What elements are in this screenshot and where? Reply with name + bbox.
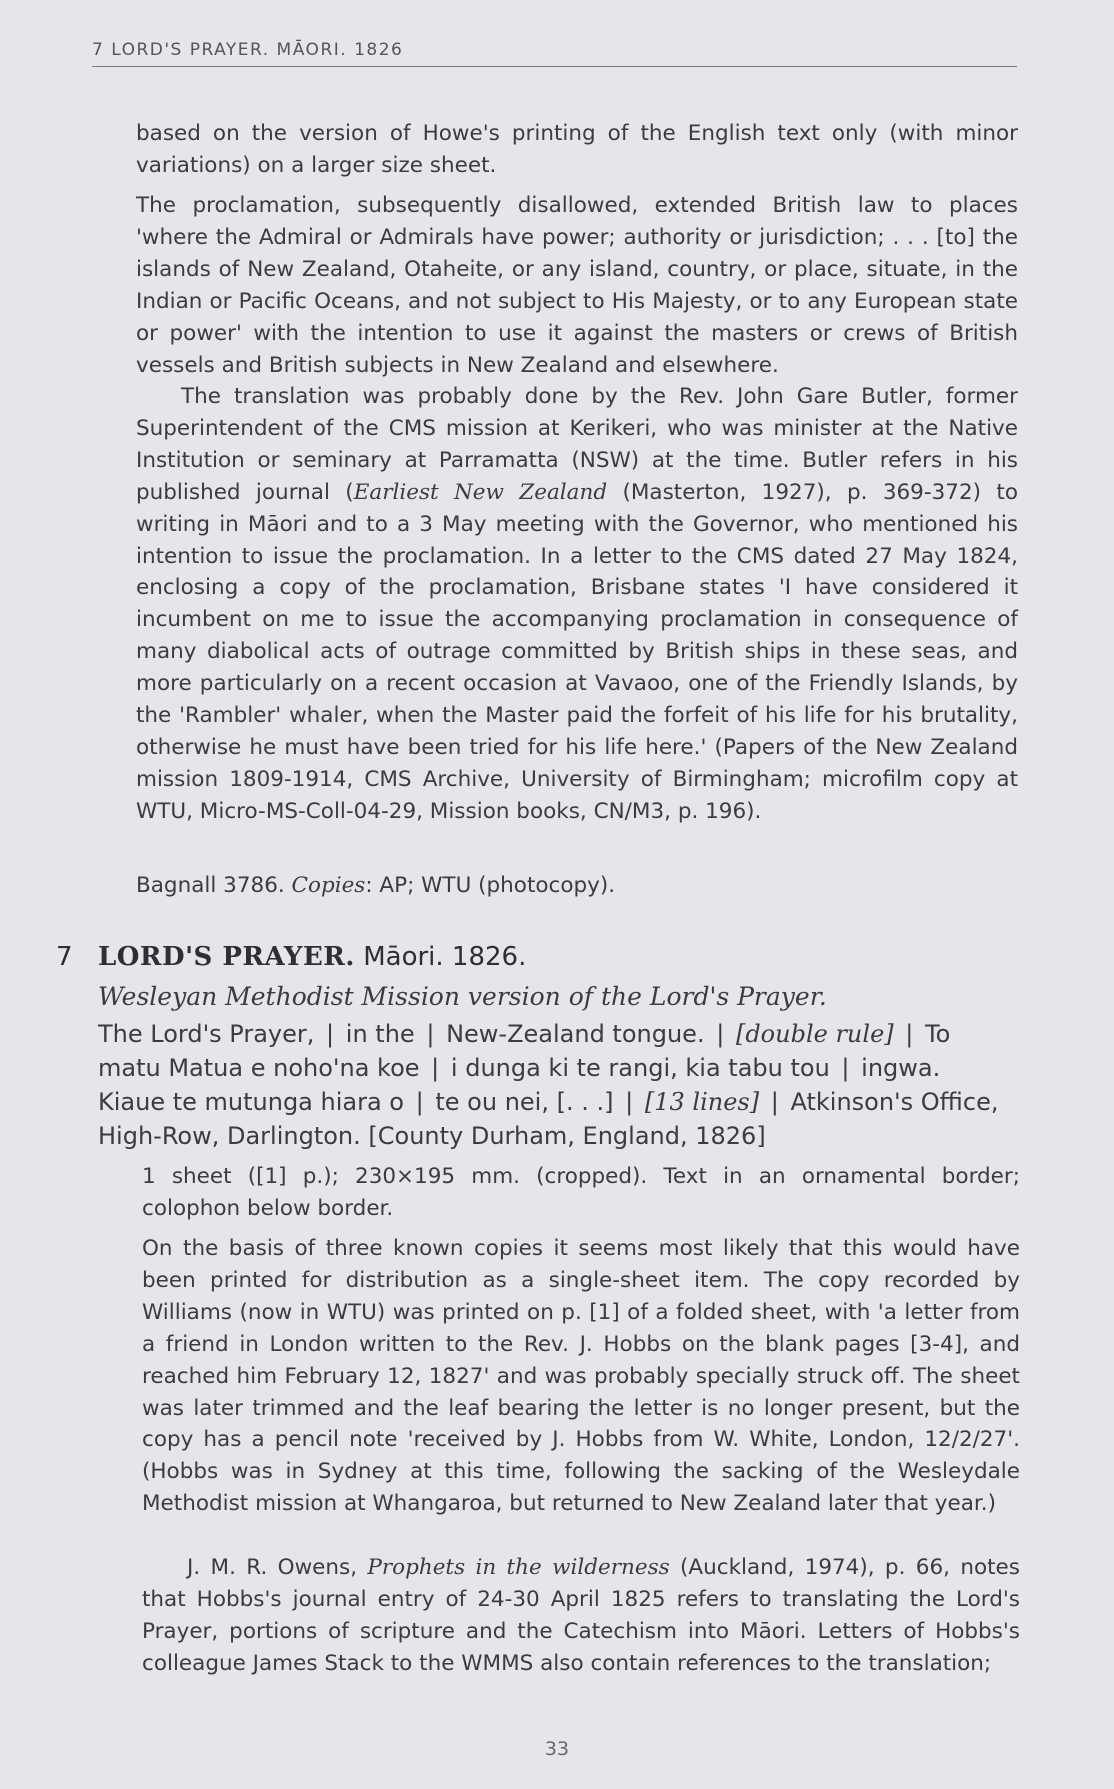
bib-part-2: in the [345, 1020, 415, 1048]
page-number: 33 [544, 1738, 570, 1760]
paragraph-howe-version: based on the version of Howe's printing of the English text only (with minor variations) on a larger size sheet. [136, 121, 1018, 178]
paragraph-bagnall-copies [136, 870, 1018, 902]
bib-part-4: [double rule] [735, 1020, 894, 1048]
paragraph-proclamation: The proclamation, subsequently disallowed, extended British law to places 'where the Admiral or Admirals have power; authority or jurisdiction; . . . [to] the islands of New Zealand, Otaheite, or any island, country, or place, situate, in the Indian or Pacific Oceans, and not subject to His Majesty, or to any European state or power' with the intention to use it against the masters or crews of British vessels and British subjects in New Zealand and elsewhere. [136, 193, 1018, 378]
bib-part-6: i dunga ki te rangi, kia tabu tou [450, 1054, 830, 1082]
journal-title: Earliest New Zealand [353, 479, 608, 505]
translation-text-a: The translation was probably done by the Rev. John Gare Butler, former Superintendent of the CMS mission at Kerikeri, who was minister at the Native Institution or seminary at Parramatta (NSW) at the time. Butler refers in his published journal ( [136, 384, 1018, 505]
paragraph-three-copies: On the basis of three known copies it seems most likely that this would have been printed for distribution as a single-sheet item. The copy recorded by Williams (now in WTU) was printed on p. [1] of a folded sheet, with 'a letter from a friend in London written to the Rev. J. Hobbs on the blank pages [3-4], and reached him February 12, 1827' and was probably specially struck off. The sheet was later trimmed and the leaf bearing the letter is no longer present, but the copy has a pencil note 'received by J. Hobbs from W. White, London, 12/2/27'. (Hobbs was in Sydney at this time, following the sacking of the Wesleydale Methodist mission at Whangaroa, but returned to New Zealand later that year.) [142, 1236, 1020, 1517]
bibliographic-transcription: The Lord's Prayer, | in the | New-Zealand tongue. | [double rule] | To matu Matua e noho'na koe | i dunga ki te rangi, kia tabu tou | ingwa. Kiaue te mutunga hiara o | te ou nei, [. . .] | [13 lines] | Atkinson's Office, High-Row, Darlington. [County Durham, England, 1826] [98, 1020, 999, 1150]
entry-title [98, 942, 526, 972]
translation-text-b: (Masterton, 1927), p. 369-372) to writing in Māori and to a 3 May meeting with the Governor, who mentioned his intention to issue the proclamation. In a letter to the CMS dated 27 May 1824, enclosing a copy of the proclamation, Brisbane states 'I have considered it incumbent on me to issue the accompanying proclamation in consequence of many diabolical acts of outrage committed by British ships in these seas, and more particularly on a recent occasion at Vavaoo, one of the Friendly Islands, by the 'Rambler' whaler, when the Master paid the forfeit of his life for his brutality, otherwise he must have been tried for his life here.' (Papers of the New Zealand mission 1809-1914, CMS Archive, University of Birmingham; microfilm copy at WTU, Micro-MS-Coll-04-29, Mission books, CN/M3, p. 196). [136, 479, 1018, 824]
paragraph-owens [142, 1552, 1020, 1680]
copies-label: Copies [291, 873, 366, 898]
bib-part-5: To matu Matua e noho'na koe [98, 1020, 951, 1082]
bib-part-7: ingwa. Kiaue te mutunga hiara o [98, 1054, 941, 1116]
entry-number: 7 [56, 942, 73, 972]
bagnall-ref: Bagnall 3786. [136, 873, 292, 898]
bib-part-9: [13 lines] [644, 1088, 760, 1116]
running-head: 7 LORD'S PRAYER. MĀORI. 1826 [92, 40, 1017, 67]
entry-title-bold: LORD'S PRAYER. [98, 942, 355, 972]
owens-book-title: Prophets in the wilderness [367, 1555, 670, 1580]
copies-list: : AP; WTU (photocopy). [365, 873, 616, 898]
entry-subtitle: Wesleyan Methodist Mission version of the Lord's Prayer. [98, 982, 827, 1011]
bib-part-8: te ou nei, [. . .] [435, 1088, 614, 1116]
entry-title-rest: Māori. 1826. [354, 942, 527, 972]
bib-part-1: The Lord's Prayer, [98, 1020, 315, 1048]
owens-text-a: J. M. R. Owens, [187, 1555, 368, 1580]
bib-part-10: Atkinson's Office, High-Row, Darlington. [County Durham, England, 1826] [98, 1088, 999, 1150]
paragraph-translation [136, 381, 1018, 828]
bib-part-3: New-Zealand tongue. [446, 1020, 705, 1048]
collation-note: 1 sheet ([1] p.); 230×195 mm. (cropped). Text in an ornamental border; colophon below border. [142, 1164, 1020, 1221]
owens-text-b: (Auckland, 1974), p. 66, notes that Hobbs's journal entry of 24-30 April 1825 refers to translating the Lord's Prayer, portions of scripture and the Catechism into Māori. Letters of Hobbs's colleague James Stack to the WMMS also contain references to the translation; [142, 1555, 1020, 1676]
